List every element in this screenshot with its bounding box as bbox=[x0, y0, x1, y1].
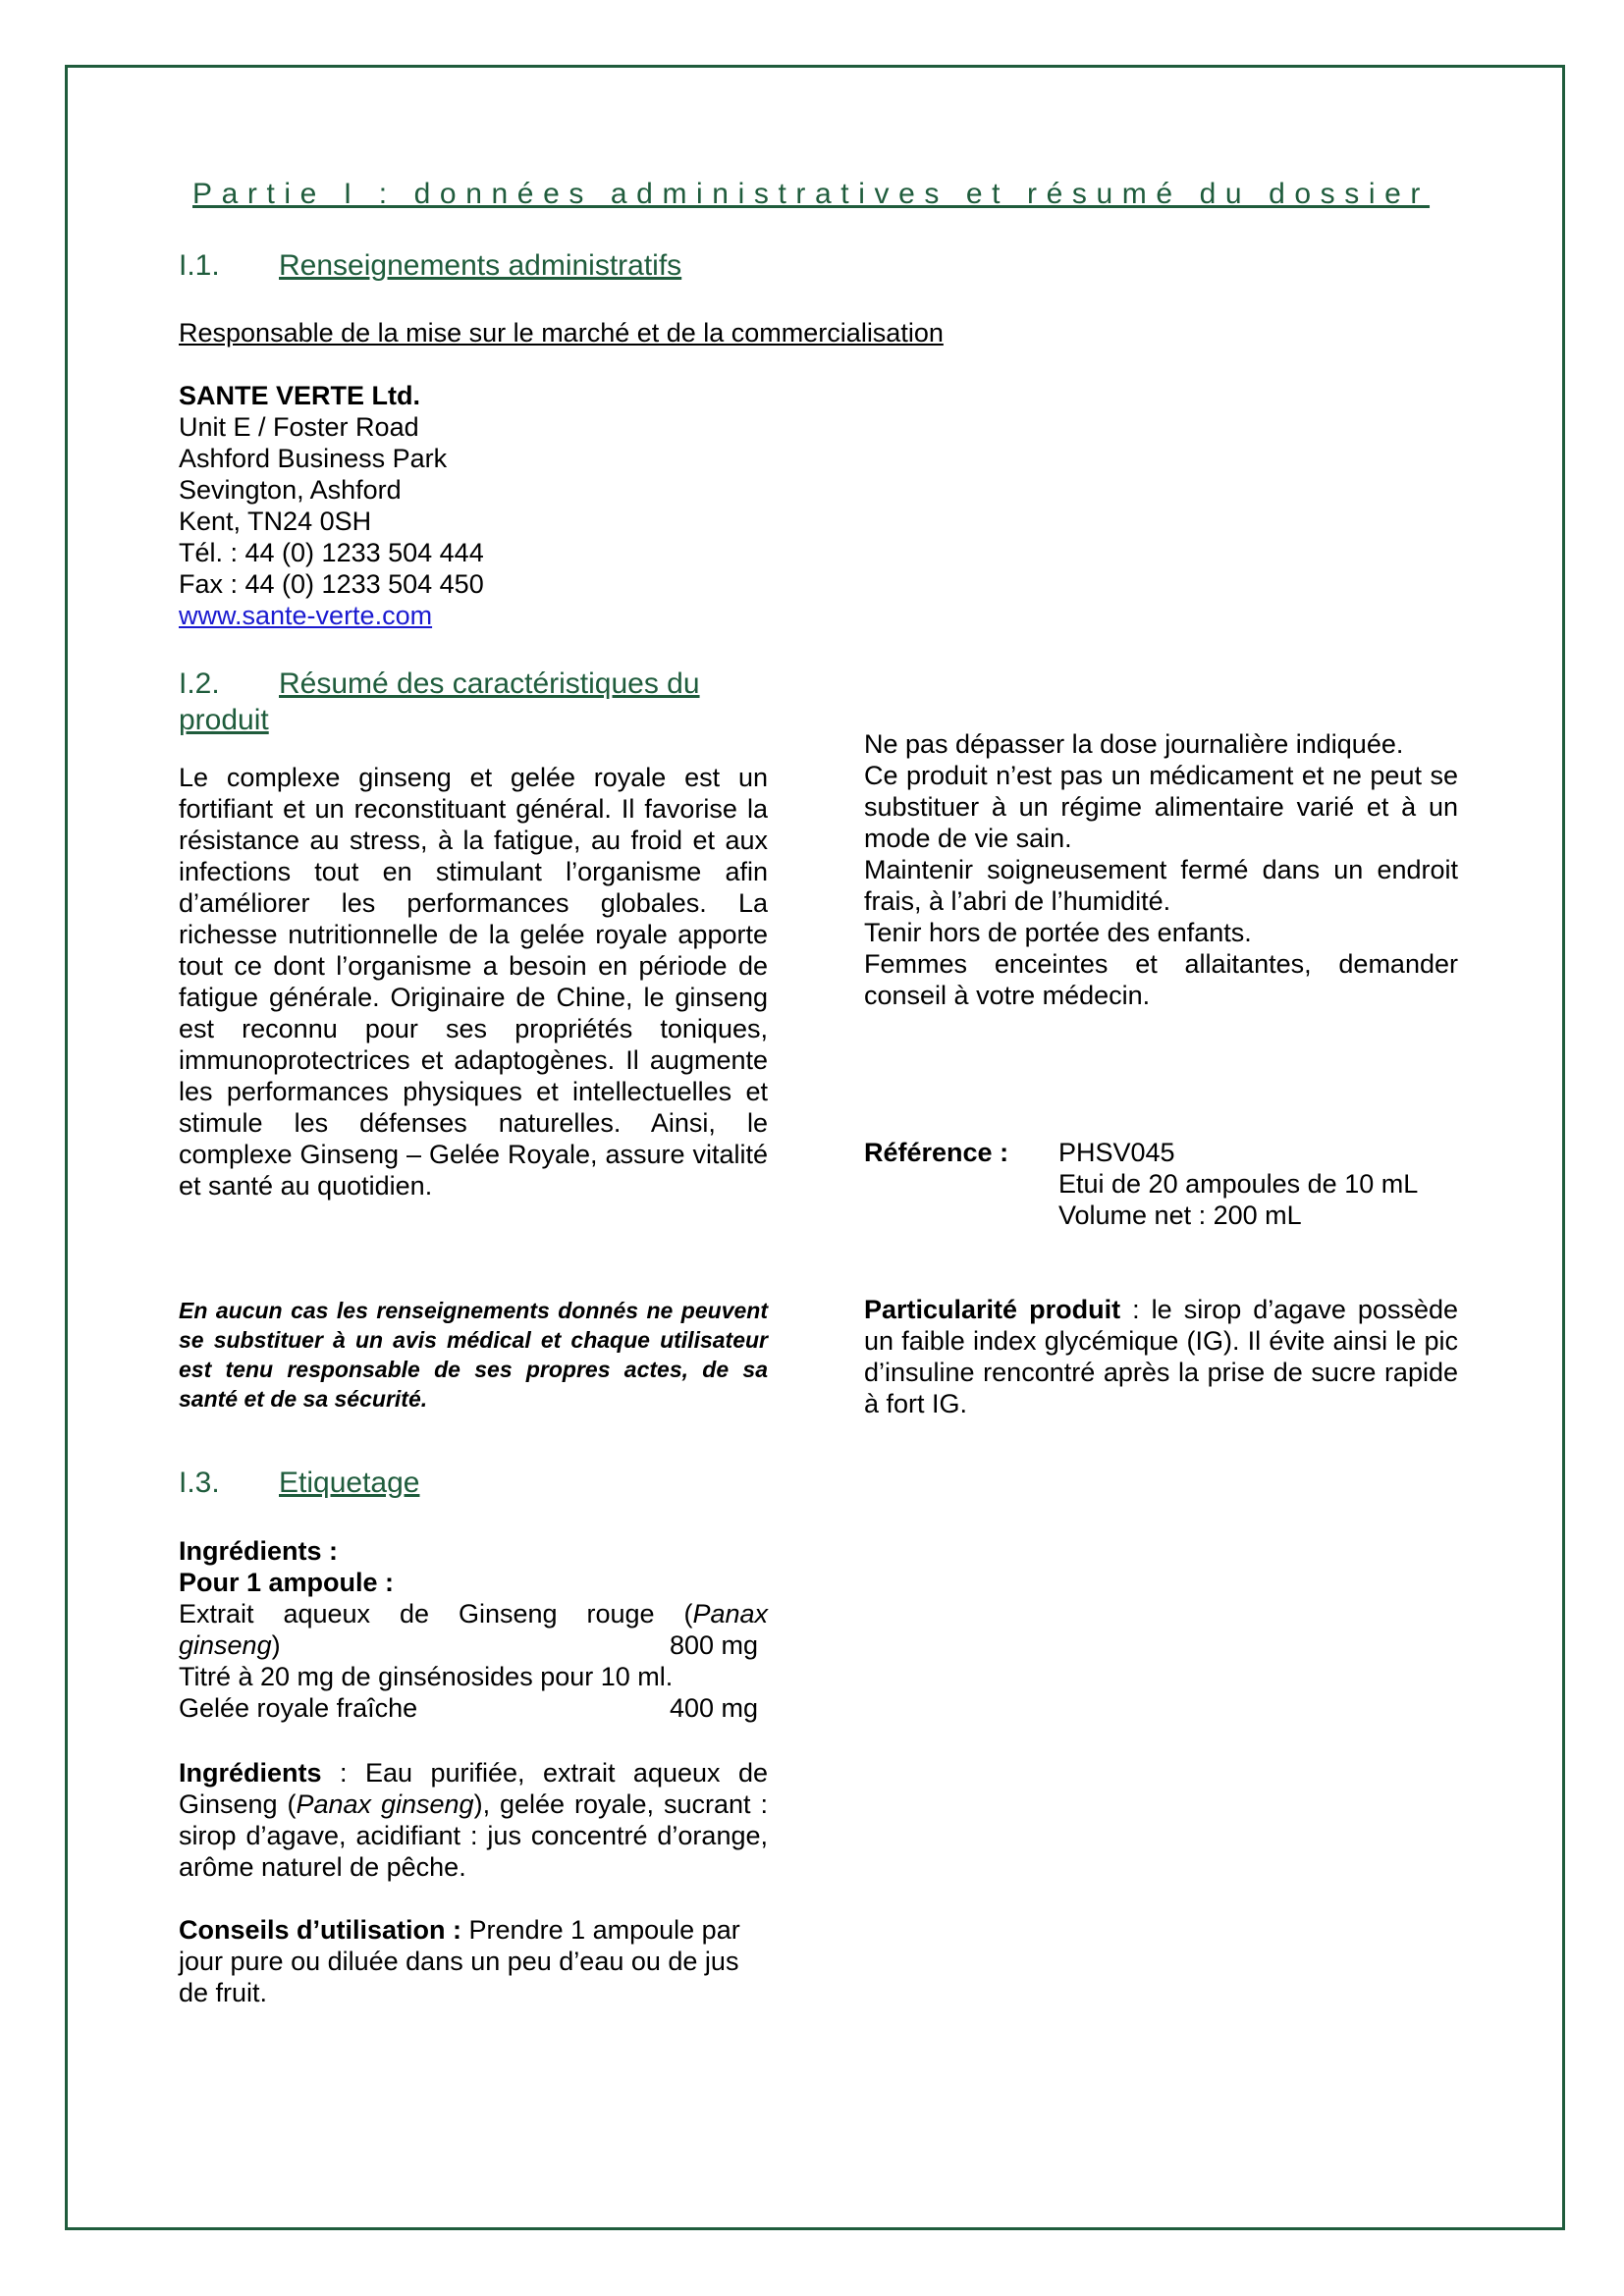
section-1-title: Renseignements administratifs bbox=[279, 249, 682, 282]
reference-block bbox=[864, 1137, 1458, 1231]
ingredients-text-2: ), gelée royale, sucrant : sirop d’agave, acidifiant : jus concentré d’orange, arôme naturel de pêche. bbox=[179, 1789, 768, 1882]
address-line: Ashford Business Park bbox=[179, 444, 448, 473]
fax-number: Fax : 44 (0) 1233 504 450 bbox=[179, 569, 484, 599]
ingredient-2-name: Gelée royale fraîche bbox=[179, 1693, 418, 1723]
reference-volume: Volume net : 200 mL bbox=[1058, 1201, 1302, 1230]
address-line: Unit E / Foster Road bbox=[179, 412, 419, 442]
per-ampoule-heading: Pour 1 ampoule : bbox=[179, 1568, 395, 1597]
ingredients-latin: Panax ginseng bbox=[296, 1789, 474, 1819]
warnings-block bbox=[864, 728, 1458, 1011]
section-3-heading bbox=[179, 1467, 419, 1500]
website-link[interactable]: www.sante-verte.com bbox=[179, 601, 433, 630]
ingredient-1-latin: Panax bbox=[692, 1599, 768, 1629]
section-2-number: I.2. bbox=[179, 667, 220, 700]
ingredient-1-close: ) bbox=[271, 1630, 281, 1660]
usage-label: Conseils d’utilisation : bbox=[179, 1915, 462, 1945]
warning-item: Femmes enceintes et allaitantes, demander conseil à votre médecin. bbox=[864, 949, 1458, 1010]
usage-text: Prendre 1 ampoule par jour pure ou diluée dans un peu d’eau ou de jus de fruit. bbox=[179, 1915, 740, 2007]
ingredient-1-name: Extrait aqueux de Ginseng rouge ( bbox=[179, 1599, 693, 1629]
ingredients-paragraph bbox=[179, 1757, 768, 1883]
ingredient-line bbox=[179, 1629, 768, 1661]
warning-item: Ne pas dépasser la dose journalière indiquée. bbox=[864, 729, 1404, 759]
section-2-title-line2: produit bbox=[179, 704, 269, 736]
medical-disclaimer: En aucun cas les renseignements donnés ne peuvent se substituer à un avis médical et chaque utilisateur est tenu responsable de ses propres actes, de sa santé et de sa sécurité. bbox=[179, 1298, 768, 1412]
section-1-number: I.1. bbox=[179, 249, 220, 282]
warning-item: Tenir hors de portée des enfants. bbox=[864, 918, 1252, 947]
ingredients-title: Ingrédients : bbox=[179, 1536, 339, 1566]
reference-code: PHSV045 bbox=[1058, 1138, 1175, 1167]
address-line: Sevington, Ashford bbox=[179, 475, 402, 505]
section-2-heading bbox=[179, 666, 700, 738]
warning-item: Maintenir soigneusement fermé dans un endroit frais, à l’abri de l’humidité. bbox=[864, 855, 1458, 916]
ingredients-label: Ingrédients bbox=[179, 1758, 322, 1788]
reference-packaging: Etui de 20 ampoules de 10 mL bbox=[1058, 1169, 1419, 1199]
responsible-subheading: Responsable de la mise sur le marché et de la commercialisation bbox=[179, 318, 944, 347]
particularity-text: : le sirop d’agave possède un faible index glycémique (IG). Il évite ainsi le pic d’insuline rencontré après la prise de sucre rapide à fort IG. bbox=[864, 1295, 1458, 1418]
section-3-number: I.3. bbox=[179, 1467, 220, 1499]
section-3-title: Etiquetage bbox=[279, 1467, 420, 1499]
ingredients-list bbox=[179, 1535, 768, 1724]
section-1-heading bbox=[179, 249, 681, 283]
ingredients-text-1: : Eau purifiée, extrait aqueux de Ginseng ( bbox=[179, 1758, 768, 1819]
ingredient-1-latin-2: ginseng bbox=[179, 1630, 272, 1660]
section-2-title-line1: Résumé des caractéristiques du bbox=[279, 667, 700, 700]
address-line: Kent, TN24 0SH bbox=[179, 507, 372, 536]
ingredient-line bbox=[179, 1598, 768, 1629]
product-description: Le complexe ginseng et gelée royale est un fortifiant et un reconstituant général. Il favorise la résistance au stress, à la fatigue, au froid et aux infections tout en stimulant l’organisme afin d’améliorer les performances globales. La richesse nutritionnelle de la gelée royale apporte tout ce dont l’organisme a besoin en période de fatigue générale. Originaire de Chine, le ginseng est reconnu pour ses propriétés toniques, immunoprotectrices et adaptogènes. Il augmente les performances physiques et intellectuelles et stimule les défenses naturelles. Ainsi, le complexe Ginseng – Gelée Royale, assure vitalité et santé au quotidien. bbox=[179, 763, 768, 1201]
reference-label: Référence : bbox=[864, 1138, 1009, 1167]
ingredient-2-amount: 400 mg bbox=[669, 1693, 758, 1723]
company-name: SANTE VERTE Ltd. bbox=[179, 381, 421, 410]
usage-paragraph bbox=[179, 1914, 768, 2008]
page-title: Partie I : données administratives et résumé du dossier bbox=[192, 178, 1431, 210]
warning-item: Ce produit n’est pas un médicament et ne peut se substituer à un régime alimentaire varié et à un mode de vie sain. bbox=[864, 761, 1458, 853]
ingredient-1-note: Titré à 20 mg de ginsénosides pour 10 ml. bbox=[179, 1662, 674, 1691]
particularity-label: Particularité produit bbox=[864, 1295, 1121, 1324]
phone-number: Tél. : 44 (0) 1233 504 444 bbox=[179, 538, 484, 567]
company-block bbox=[179, 380, 866, 631]
ingredient-1-amount: 800 mg bbox=[669, 1630, 758, 1660]
product-particularity bbox=[864, 1294, 1458, 1419]
ingredient-line bbox=[179, 1692, 768, 1724]
